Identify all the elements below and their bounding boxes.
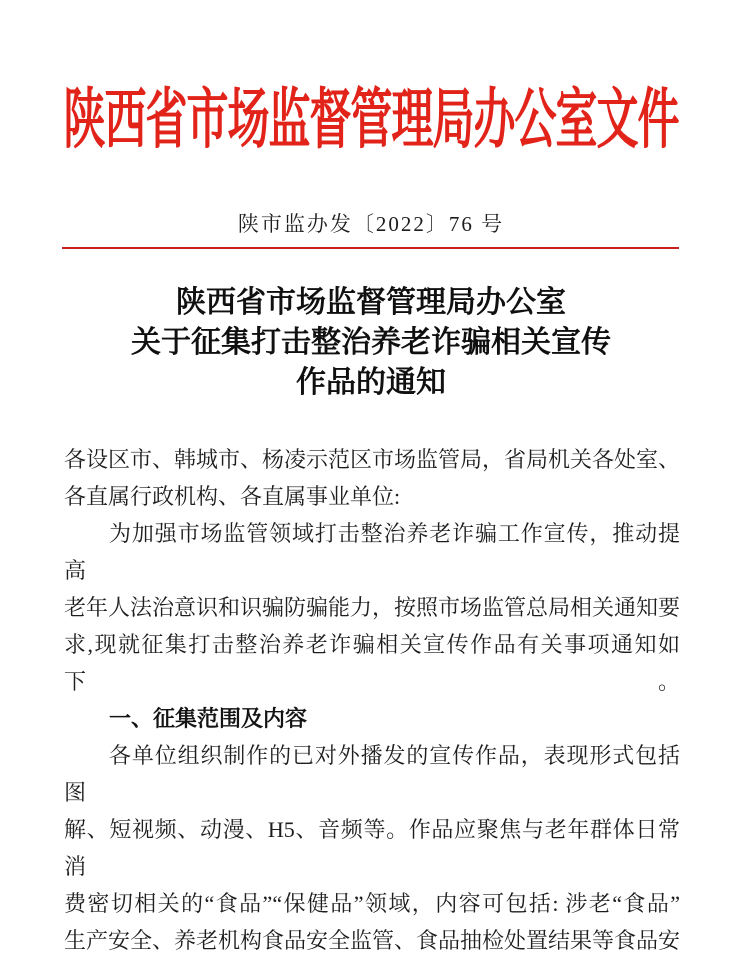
notice-title-line-2: 关于征集打击整治养老诈骗相关宣传 [131, 326, 611, 359]
notice-title-line-1: 陕西省市场监督管理局办公室 [176, 286, 566, 319]
notice-title [0, 283, 742, 403]
body-line-para2-1: 各单位组织制作的已对外播发的宣传作品，表现形式包括图 [64, 743, 680, 805]
document-masthead-title: 陕西省市场监督管理局办公室文件 [63, 85, 679, 158]
document-number: 陕市监办发〔2022〕76 号 [237, 212, 505, 236]
body-line-para2-3: 费密切相关的“食品”“保健品”领域，内容可包括: 涉老“食品” [64, 891, 680, 916]
body-line-para2-4: 生产安全、养老机构食品安全监管、食品抽检处置结果等食品安 [64, 928, 681, 953]
document-body [64, 441, 680, 959]
red-divider-line [62, 247, 679, 249]
body-line-para1-2: 老年人法治意识和识骗防骗能力，按照市场监管总局相关通知要 [64, 595, 681, 620]
section-heading-1: 一、征集范围及内容 [109, 706, 308, 731]
body-line-para2-2: 解、短视频、动漫、H5、音频等。作品应聚焦与老年群体日常消 [64, 817, 680, 879]
body-line-para1-3: 求,现就征集打击整治养老诈骗相关宣传作品有关事项通知如下。 [64, 632, 680, 694]
body-line-salutation-2: 各直属行政机构、各直属事业单位: [64, 484, 401, 509]
notice-title-line-3: 作品的通知 [296, 366, 446, 399]
body-line-para1-1: 为加强市场监管领域打击整治养老诈骗工作宣传，推动提高 [64, 521, 680, 583]
body-line-salutation-1: 各设区市、韩城市、杨凌示范区市场监管局，省局机关各处室、 [64, 447, 681, 472]
